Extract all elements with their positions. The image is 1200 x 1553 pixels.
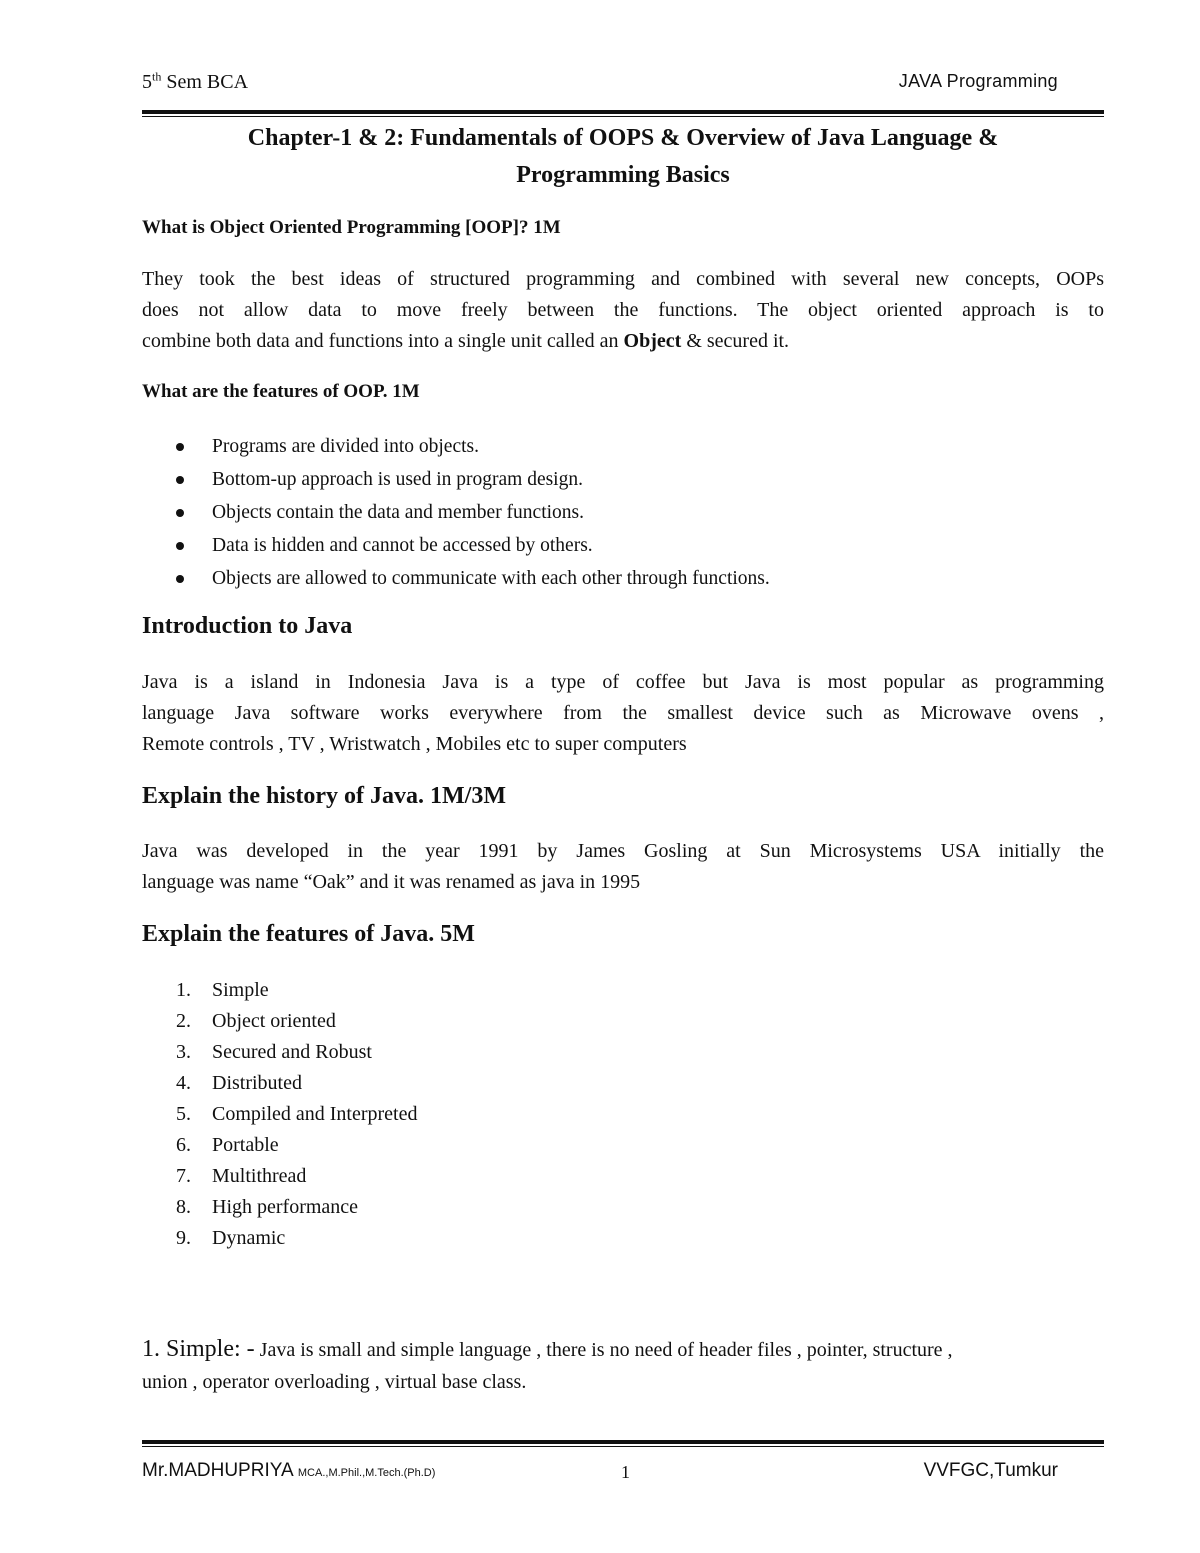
java-features-heading: Explain the features of Java. 5M — [142, 921, 475, 947]
list-item — [142, 430, 770, 463]
bullet-icon — [176, 542, 184, 550]
simple-line2: union , operator overloading , virtual base class. — [142, 1371, 527, 1393]
history-heading: Explain the history of Java. 1M/3M — [142, 783, 506, 809]
list-item — [142, 1192, 418, 1223]
list-item-text: Dynamic — [212, 1227, 286, 1249]
bullet-icon — [176, 476, 184, 484]
author-qualifications: MCA.,M.Phil.,M.Tech.(Ph.D) — [297, 1467, 436, 1479]
list-item — [142, 1161, 418, 1192]
intro-heading: Introduction to Java — [142, 613, 353, 639]
list-item — [142, 1068, 418, 1099]
bullet-icon — [176, 575, 184, 583]
list-item-text: Bottom-up approach is used in program design. — [212, 469, 583, 490]
list-number: 5. — [176, 1103, 191, 1125]
simple-section — [142, 1333, 1104, 1398]
bullet-icon — [176, 509, 184, 517]
footer-author — [142, 1460, 435, 1482]
simple-line1-text: Java is small and simple language , there is no need of header files , pointer, structure , — [254, 1339, 953, 1361]
list-item — [142, 1037, 418, 1068]
list-number: 4. — [176, 1072, 191, 1094]
java-features-list — [142, 975, 418, 1254]
chapter-title-line1: Chapter-1 & 2: Fundamentals of OOPS & Overview of Java Language & — [247, 125, 999, 151]
oop-paragraph — [142, 264, 1104, 357]
simple-lead: 1. Simple: - — [142, 1336, 255, 1362]
list-number: 3. — [176, 1041, 191, 1063]
list-number: 8. — [176, 1196, 191, 1218]
history-paragraph — [142, 836, 1104, 898]
list-item-text: Objects contain the data and member functions. — [212, 502, 585, 523]
semester-text: Sem BCA — [161, 71, 249, 93]
list-number: 6. — [176, 1134, 191, 1156]
list-item-text: Multithread — [212, 1165, 307, 1187]
chapter-title-line2: Programming Basics — [516, 162, 730, 188]
footer-rule — [142, 1440, 1104, 1447]
chapter-title — [142, 120, 1104, 194]
list-item-text: Secured and Robust — [212, 1041, 372, 1063]
header-rule — [142, 110, 1104, 117]
history-line2: language was name “Oak” and it was renamed as java in 1995 — [142, 871, 641, 893]
list-number: 9. — [176, 1227, 191, 1249]
page-header — [142, 71, 1058, 101]
intro-paragraph — [142, 667, 1104, 760]
oop-question: What is Object Oriented Programming [OOP]? 1M — [142, 217, 561, 238]
semester-number: 5 — [142, 71, 152, 93]
page-number: 1 — [621, 1462, 630, 1482]
intro-line2: language Java software works everywhere from the smallest device such as Microwave ovens , — [142, 702, 1104, 724]
oop-para-line1: They took the best ideas of structured programming and combined with several new concepts, OOPs — [142, 268, 1104, 290]
list-item-text: Portable — [212, 1134, 279, 1156]
list-item — [142, 562, 770, 595]
list-number: 2. — [176, 1010, 191, 1032]
header-semester — [142, 71, 248, 94]
list-item-text: Simple — [212, 979, 269, 1001]
list-item — [142, 463, 770, 496]
list-item — [142, 1223, 418, 1254]
list-item-text: Data is hidden and cannot be accessed by others. — [212, 535, 593, 556]
list-item-text: Programs are divided into objects. — [212, 436, 479, 457]
semester-suffix: th — [152, 69, 162, 84]
list-item-text: Distributed — [212, 1072, 302, 1094]
bullet-icon — [176, 443, 184, 451]
oop-features-list — [142, 430, 770, 595]
list-item — [142, 496, 770, 529]
list-item — [142, 1006, 418, 1037]
footer-college: VVFGC,Tumkur — [923, 1460, 1058, 1481]
page-footer — [142, 1460, 1058, 1490]
author-name: Mr.MADHUPRIYA — [142, 1460, 298, 1481]
list-item — [142, 975, 418, 1006]
list-item-text: Object oriented — [212, 1010, 336, 1032]
list-item-text: Compiled and Interpreted — [212, 1103, 418, 1125]
oop-para-line2: does not allow data to move freely between the functions. The object oriented approach is to — [142, 299, 1104, 321]
intro-line3: Remote controls , TV , Wristwatch , Mobiles etc to super computers — [142, 733, 687, 755]
oop-object-term: Object — [623, 330, 682, 352]
header-subject: JAVA Programming — [898, 71, 1058, 91]
oop-para-line3-end: & secured it. — [681, 330, 790, 352]
simple-line1 — [142, 1333, 1104, 1366]
oop-para-line3-text: combine both data and functions into a single unit called an — [142, 330, 624, 352]
list-number: 7. — [176, 1165, 191, 1187]
list-item-text: High performance — [212, 1196, 359, 1218]
list-item — [142, 1099, 418, 1130]
list-item — [142, 1130, 418, 1161]
history-line1: Java was developed in the year 1991 by James Gosling at Sun Microsystems USA initially the — [142, 840, 1104, 862]
list-item — [142, 529, 770, 562]
list-item-text: Objects are allowed to communicate with each other through functions. — [212, 568, 770, 589]
list-number: 1. — [176, 979, 191, 1001]
intro-line1: Java is a island in Indonesia Java is a type of coffee but Java is most popular as programming — [142, 671, 1104, 693]
oop-para-line3 — [142, 326, 1104, 357]
oop-features-question: What are the features of OOP. 1M — [142, 381, 420, 402]
